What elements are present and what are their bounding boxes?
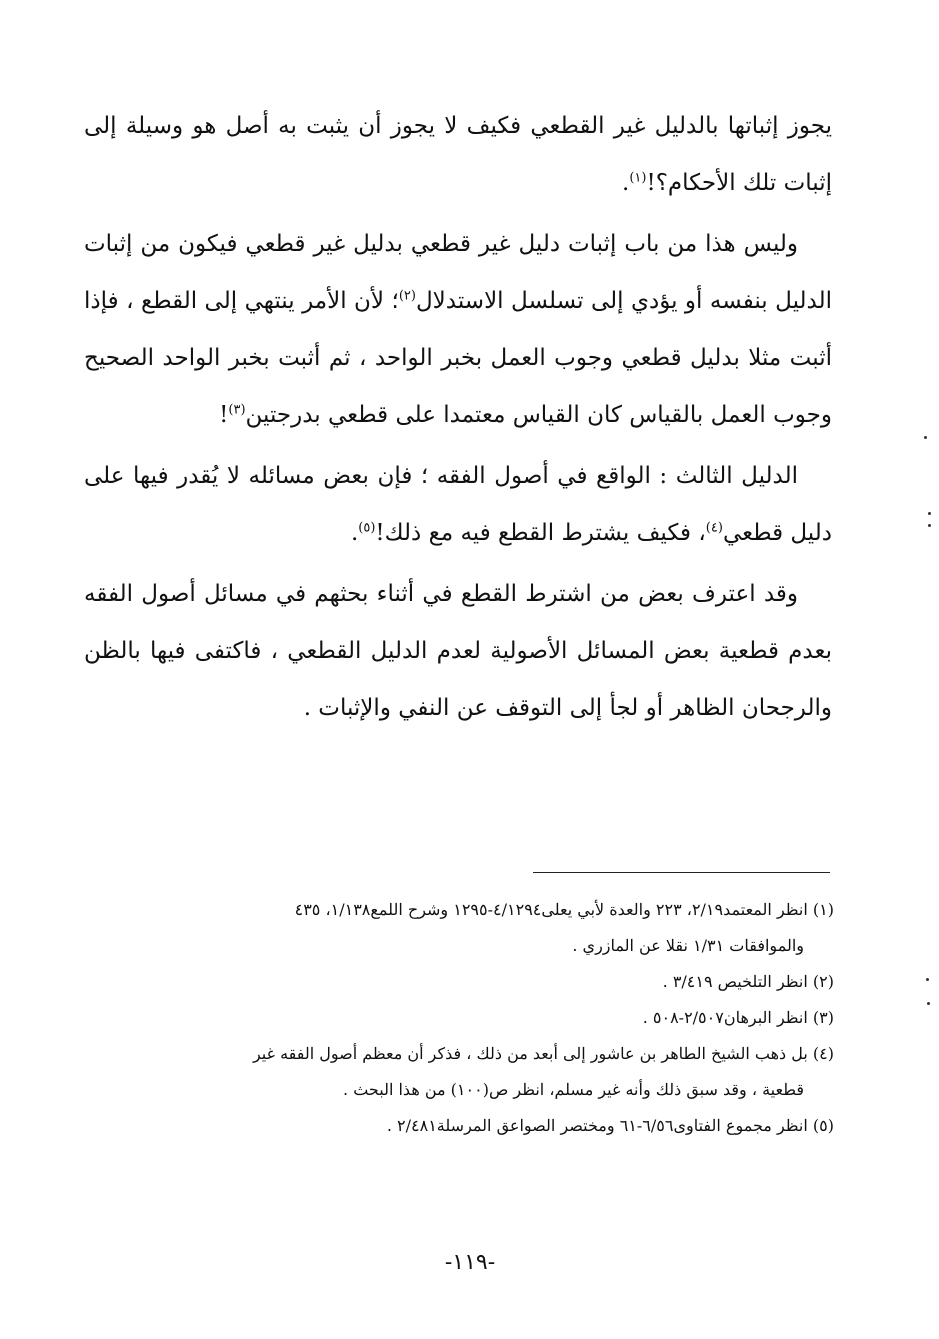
main-text	[84, 98, 832, 741]
footnote-5: (٥) انظر مجموع الفتاوى٦/٥٦-٦١ ومختصر الصواعق المرسلة٢/٤٨١ .	[386, 1116, 834, 1135]
page-number: -١١٩-	[444, 1250, 496, 1275]
footnote-separator	[533, 872, 830, 873]
footnote-ref-3[interactable]: (٣)	[228, 402, 246, 418]
scan-speck	[928, 524, 931, 527]
footnote-4: (٤) بل ذهب الشيخ الطاهر بن عاشور إلى أبعد من ذلك ، فذكر أن معظم أصول الفقه غير قطعية ، وقد سبق ذلك وأنه غير مسلم، انظر ص(١٠٠) من هذا البحث .	[252, 1044, 834, 1099]
paragraph-1: يجوز إثباتها بالدليل غير القطعي فكيف لا يجوز أن يثبت به أصل هو وسيلة إلى إثبات تلك الأحكام؟!$^{(١)}$.	[84, 113, 832, 196]
paragraph-2: وليس هذا من باب إثبات دليل غير قطعي بدليل غير قطعي فيكون من إثبات الدليل بنفسه أو يؤدي إلى تسلسل الاستدلال$^{(٢)}$؛ لأن الأمر ينتهي إلى القطع ، فإذا أثبت مثلا بدليل قطعي وجوب العمل بخبر الواحد ، ثم أثبت بخبر الواحد الصحيح وجوب العمل بالقياس كان القياس معتمدا على قطعي بدرجتين$^{(٣)}$!	[84, 231, 832, 428]
footnotes	[84, 892, 834, 1144]
scan-speck	[926, 978, 929, 981]
scan-speck	[924, 436, 927, 439]
footnote-3: (٣) انظر البرهان٢/٥٠٧-٥٠٨ .	[642, 1008, 834, 1027]
footnote-2: (٢) انظر التلخيص ٣/٤١٩ .	[662, 972, 834, 991]
footnote-ref-1[interactable]: (١)	[629, 170, 647, 186]
footnote-ref-2[interactable]: (٢)	[398, 288, 416, 304]
footnote-ref-4[interactable]: (٤)	[705, 520, 723, 536]
footnote-1: (١) انظر المعتمد٢/١٩، ٢٢٣ والعدة لأبي يعلى٤/١٢٩٤-١٢٩٥ وشرح اللمع١/١٣٨، ٤٣٥ والموافقات ١/٣١ نقلا عن المازري .	[294, 900, 834, 955]
paragraph-4: وقد اعترف بعض من اشترط القطع في أثناء بحثهم في مسائل أصول الفقه بعدم قطعية بعض المسائل الأصولية لعدم الدليل القطعي ، فاكتفى فيها بالظن والرجحان الظاهر أو لجأ إلى التوقف عن النفي والإثبات .	[84, 581, 832, 721]
scan-speck	[927, 1002, 930, 1005]
paragraph-3: الدليل الثالث : الواقع في أصول الفقه ؛ فإن بعض مسائله لا يُقدر فيها على دليل قطعي$^{(٤)}$، فكيف يشترط القطع فيه مع ذلك!$^{(٥)}$.	[84, 463, 832, 546]
scan-speck	[928, 512, 931, 515]
footnote-ref-5[interactable]: (٥)	[358, 520, 376, 536]
